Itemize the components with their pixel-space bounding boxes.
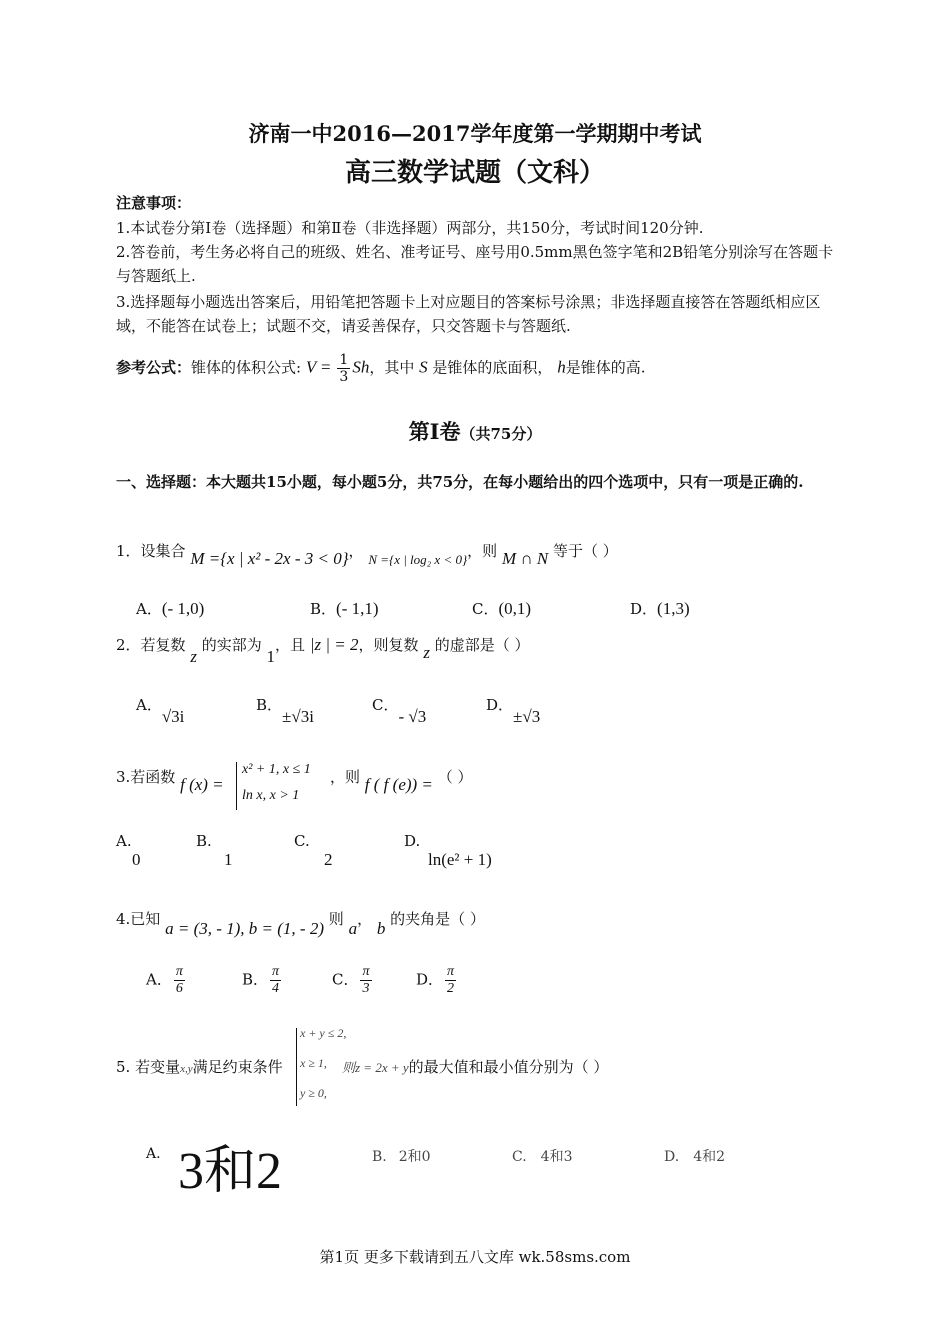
option-value: (0,1) [498,599,532,618]
q5-constraint-3: y ≥ 0, [300,1086,327,1100]
option-label: B． [310,600,337,618]
formula-h: h [557,357,566,377]
question-1 [116,540,618,568]
q4-then: 则 [328,910,344,928]
q3-option-d [404,832,492,870]
option-label: B． [256,696,283,714]
q1-option-a [136,598,204,619]
q2-option-c [372,694,427,726]
option-label: C． [332,970,359,989]
option-label: C. [512,1149,527,1165]
option-denominator: 3 [362,981,370,996]
option-label: D. [404,832,421,850]
mcq-instructions: 一、选择题：本大题共15小题，每小题5分，共75分，在每小题给出的四个选项中，只有一项是正确的. [116,473,804,491]
formula-text-before: 锥体的体积公式: [191,358,302,377]
q3-option-a [116,832,141,870]
q2-one: 1 [266,647,276,666]
question-4 [116,908,485,938]
q2-text4: 的虚部是（ ） [434,636,530,654]
option-label: D. [664,1149,680,1165]
formula-sh: Sh [352,357,370,377]
q3-option-b [196,832,233,870]
option-value: 0 [132,850,141,869]
formula-text-mid2: 是锥体的底面积， [432,358,553,377]
q2-abs: |z | = 2 [309,635,359,654]
section-score: （共75分） [460,425,542,443]
formula-text-mid1: ，其中 [369,358,415,377]
q5-rest [342,1056,608,1077]
q3-brace [236,762,237,810]
q5-option-c [512,1146,573,1166]
q1-then: ，则 [467,542,498,560]
q4-stem: 4.已知 [116,910,161,928]
q5-tail: 的最大值和最小值分别为（ ） [408,1058,609,1076]
q3-stem: 3.若函数 [116,768,176,786]
option-label: B. [196,832,212,850]
section-heading [0,416,950,446]
option-value: - √3 [398,707,427,726]
q4-b: b [376,919,386,938]
q3-expr: f ( f (e)) = [364,775,433,794]
notice-item-3: 3.选择题每小题选出答案后，用铅笔把答题卡上对应题目的答案标号涂黑；非选择题直接答在答题纸相应区域，不能答在试卷上；试题不交，请妥善保存，只交答题卡与答题纸. [116,293,821,335]
q3-fx: f (x) = [180,775,224,794]
option-value: ln(e² + 1) [428,850,492,869]
q1-tail: 等于（ ） [553,542,618,560]
q5-option-b [372,1146,431,1166]
formula-label: 参考公式： [116,358,192,377]
formula-eq: = [321,357,331,377]
option-label: B. [372,1149,387,1165]
q2-option-a [136,694,185,726]
q4-a: a [348,919,358,938]
option-value: √3i [161,707,185,726]
q2-stem: 2．若复数 [116,636,186,654]
formula-text-end: 是锥体的高. [565,358,646,377]
option-label: A． [146,970,172,989]
q5-option-d [664,1146,725,1166]
question-5 [116,1056,283,1077]
formula-s: S [419,357,428,377]
option-numerator: π [447,964,455,979]
q4-comma: ， [357,910,373,928]
section-title: 第Ⅰ卷 [408,419,461,444]
option-label: A. [116,832,132,850]
formula-numerator: 1 [339,352,349,368]
option-label: D． [416,970,444,989]
option-label: C. [294,832,310,850]
q5-text1: 满足约束条件 [192,1058,283,1076]
option-denominator: 6 [175,981,183,996]
q5-xy: x,y [180,1063,193,1075]
q5-constraint-1: x + y ≤ 2, [300,1026,347,1040]
reference-formula [116,352,645,385]
q2-option-b [256,694,314,726]
q3-rest [330,766,473,794]
option-numerator: π [175,964,183,979]
q2-option-d [486,694,541,726]
q5-brace [296,1028,297,1106]
q1-option-d [630,598,690,619]
option-label: B． [242,970,269,989]
q2-z: z [190,647,197,666]
question-2 [116,634,530,666]
q4-option-c [332,964,374,997]
option-label: A． [136,600,162,618]
q5-option-a-label: A. [146,1146,161,1162]
q4-option-b [242,964,283,997]
option-value: (1,3) [657,599,690,618]
q1-set-m: M ={x | x² - 2x - 3 < 0} [190,549,349,568]
option-label: D． [486,696,514,714]
option-label: C． [472,600,499,618]
q1-expr: M ∩ N [501,549,549,568]
q1-option-b [310,598,379,619]
q4-option-d [416,964,458,997]
q5-option-a-value: 3和2 [178,1143,283,1200]
option-value: 4和2 [693,1149,726,1165]
q5-constraint-2: x ≥ 1, [300,1056,327,1070]
q1-stem: 1．设集合 [116,542,186,560]
option-value: 2 [324,850,333,869]
q2-text2: ，且 [275,636,306,654]
q2-text3: ，则复数 [358,636,419,654]
option-value: ±√3i [282,707,314,726]
q5-then: 则z = 2x + y [342,1060,409,1075]
option-value: ±√3 [513,707,541,726]
option-label: A． [136,696,162,714]
q3-text: ，则 [330,768,361,786]
q2-z2: z [423,643,430,662]
formula-denominator: 3 [339,369,349,385]
exam-subtitle: 高三数学试题（文科） [344,158,605,188]
q3-option-c [294,832,333,870]
exam-title: 济南一中2016—2017学年度第一学期期中考试 [248,121,702,146]
option-numerator: π [362,964,370,979]
q4-option-a [146,964,187,997]
option-label: D． [630,600,658,618]
option-value: 4和3 [540,1149,573,1165]
formula-fraction [337,352,350,385]
notice-item-1: 1.本试卷分第Ⅰ卷（选择题）和第Ⅱ卷（非选择题）两部分，共150分，考试时间120分钟. [116,219,704,237]
q4-vectors: a = (3, - 1), b = (1, - 2) [165,919,325,938]
q5-stem: 5. 若变量 [116,1058,181,1076]
formula-v: V [305,357,317,377]
q1-option-c [472,598,531,619]
option-value: (- 1,0) [161,599,205,618]
question-3 [116,766,224,794]
option-denominator: 2 [447,981,455,996]
page-footer: 第1页 更多下载请到五八文库 wk.58sms.com [319,1248,631,1266]
q2-text1: 的实部为 [201,636,262,654]
option-numerator: π [272,964,280,979]
q1-comma: ， [348,542,364,560]
option-value: 1 [224,850,233,869]
q4-tail: 的夹角是（ ） [390,910,485,928]
q3-tail: （ ） [437,768,473,786]
q3-case2: ln x, x > 1 [242,788,300,803]
notice-item-2: 2.答卷前，考生务必将自己的班级、姓名、准考证号、座号用0.5mm黑色签字笔和2B铅笔分别涂写在答题卡与答题纸上. [116,243,834,285]
notice-heading: 注意事项： [116,194,192,212]
option-value: 2和0 [398,1149,431,1165]
option-value: (- 1,1) [336,599,379,618]
q1-set-n: N ={x | log₂ x < 0} [368,552,468,567]
option-label: C． [372,696,399,714]
q3-case1: x² + 1, x ≤ 1 [242,762,311,777]
option-denominator: 4 [272,981,280,996]
